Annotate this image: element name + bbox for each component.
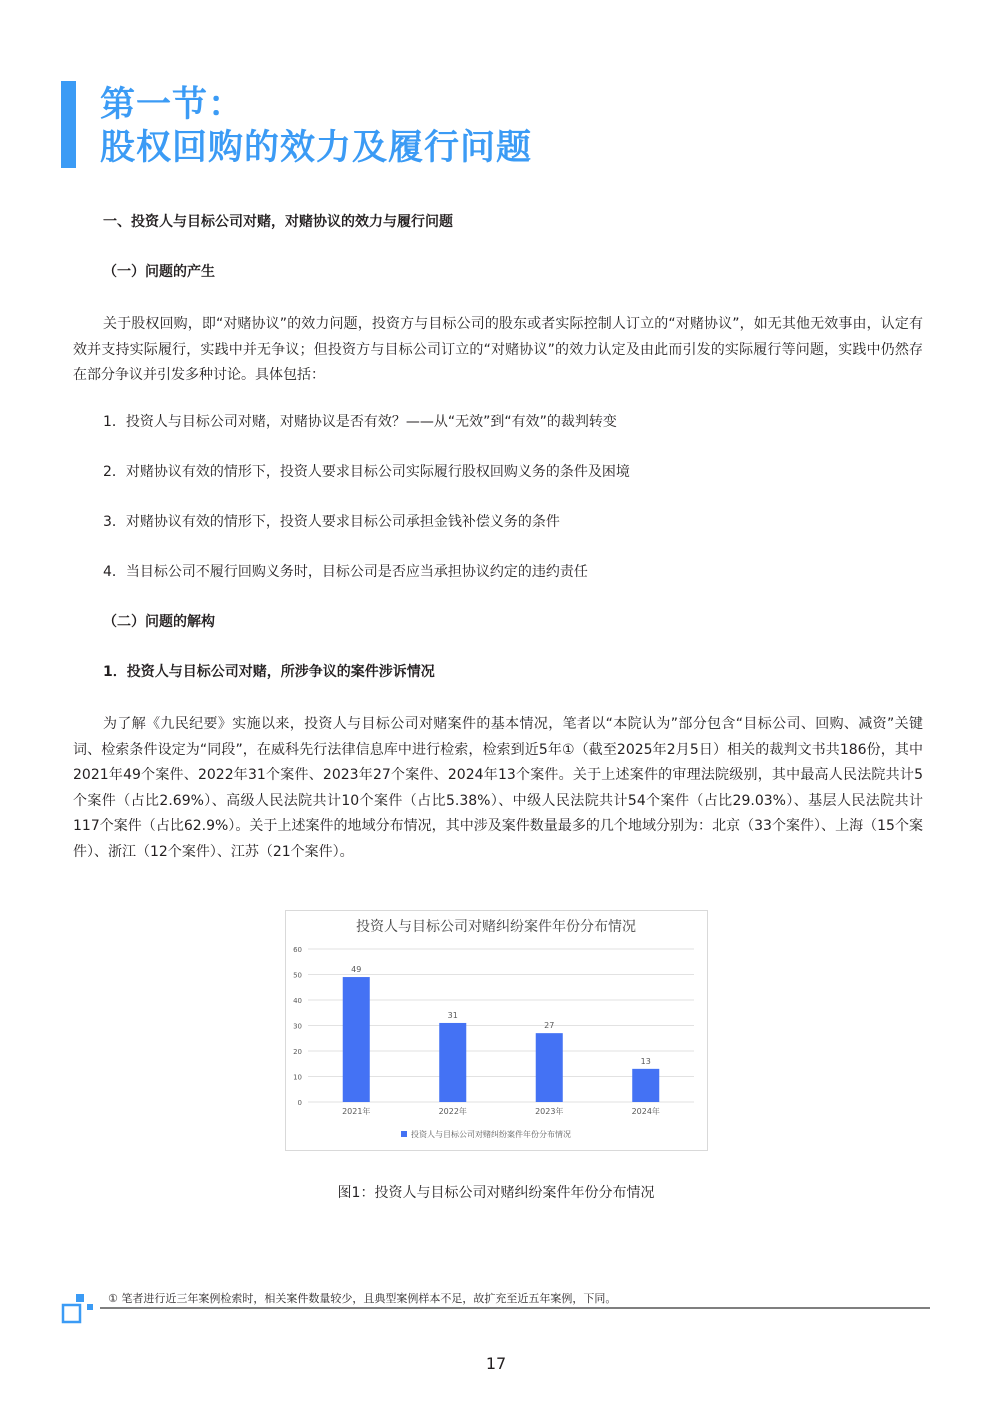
issue-item-1: 1．投资人与目标公司对赌，对赌协议是否有效？——从“无效”到“有效”的裁判转变 — [103, 414, 617, 430]
y-tick-label: 60 — [293, 946, 302, 954]
x-tick-label: 2021年 — [342, 1107, 371, 1116]
figure-caption: 图1：投资人与目标公司对赌纠纷案件年份分布情况 — [337, 1185, 655, 1201]
bar — [343, 977, 370, 1102]
legend-swatch — [401, 1131, 407, 1137]
y-tick-label: 40 — [293, 997, 302, 1005]
y-tick-label: 10 — [293, 1073, 302, 1082]
y-tick-label: 20 — [293, 1048, 302, 1056]
bar — [632, 1069, 659, 1102]
title-accent-bar — [61, 81, 76, 168]
paragraph-case-stats: 为了解《九民纪要》实施以来，投资人与目标公司对赌案件的基本情况，笔者以“本院认为”部分包含“目标公司、回购、减资”关键词、检索条件设定为“同段”，在威科先行法律信息库中进行检索，检索到近5年①（截至2025年2月5日）相关的裁判文书共186份，其中2021年49个案件、2022年31个案件、2023年27个案件、2024年13个案件。关于上述案件的审理法院级别，其中最高人民法院共计5个案件（占比2.69%）、高级人民法院共计10个案件（占比5.38%）、中级人民法院共计54个案件（占比29.03%）、基层人民法院共计117个案件（占比62.9%）。关于上述案件的地域分布情况，其中涉及案件数量最多的几个地域分别为：北京（33个案件）、上海（15个案件）、浙江（12个案件）、江苏（21个案件）。 — [73, 716, 923, 860]
chart-legend — [401, 1129, 571, 1139]
bar — [536, 1033, 563, 1102]
subheading-case-stats: 1．投资人与目标公司对赌，所涉争议的案件涉诉情况 — [103, 664, 435, 680]
section-title — [100, 84, 532, 170]
x-tick-label: 2022年 — [438, 1107, 467, 1116]
bar-data-label: 31 — [447, 1010, 458, 1020]
section-title-line2: 股权回购的效力及履行问题 — [100, 128, 533, 168]
chart-canvas — [286, 911, 707, 1150]
footnote-squares-icon — [60, 1292, 100, 1326]
y-tick-label: 0 — [297, 1099, 302, 1107]
subheading-problem-analysis: （二）问题的解构 — [103, 614, 215, 630]
bar-chart — [285, 910, 708, 1151]
x-tick-label: 2023年 — [535, 1107, 564, 1116]
footnote-text: ① 笔者进行近三年案例检索时，相关案件数量较少，且典型案例样本不足，故扩充至近五年案例，下同。 — [108, 1292, 617, 1305]
chart-bars — [342, 965, 660, 1116]
footnote-divider — [100, 1307, 930, 1309]
bar-data-label: 49 — [351, 965, 362, 975]
issue-item-2: 2．对赌协议有效的情形下，投资人要求目标公司实际履行股权回购义务的条件及困境 — [103, 464, 630, 480]
subheading-problem-origin: （一）问题的产生 — [103, 264, 215, 280]
section-title-line1: 第一节： — [100, 85, 245, 125]
y-tick-label: 50 — [293, 971, 302, 980]
chart-title: 投资人与目标公司对赌纠纷案件年份分布情况 — [356, 919, 636, 935]
heading-1: 一、投资人与目标公司对赌，对赌协议的效力与履行问题 — [103, 214, 453, 230]
y-tick-label: 30 — [293, 1022, 302, 1031]
issue-item-4: 4．当目标公司不履行回购义务时，目标公司是否应当承担协议约定的违约责任 — [103, 564, 588, 580]
bar — [439, 1023, 466, 1102]
bar-data-label: 13 — [640, 1056, 651, 1066]
bar-data-label: 27 — [544, 1021, 555, 1031]
legend-label: 投资人与目标公司对赌纠纷案件年份分布情况 — [411, 1130, 571, 1139]
page-number: 17 — [485, 1354, 507, 1373]
issue-item-3: 3．对赌协议有效的情形下，投资人要求目标公司承担金钱补偿义务的条件 — [103, 514, 560, 530]
x-tick-label: 2024年 — [631, 1107, 660, 1116]
paragraph-intro: 关于股权回购，即“对赌协议”的效力问题，投资方与目标公司的股东或者实际控制人订立的“对赌协议”，如无其他无效事由，认定有效并支持实际履行，实践中并无争议；但投资方与目标公司订立的“对赌协议”的效力认定及由此而引发的实际履行等问题，实践中仍然存在部分争议并引发多种讨论。具体包括： — [73, 316, 923, 383]
